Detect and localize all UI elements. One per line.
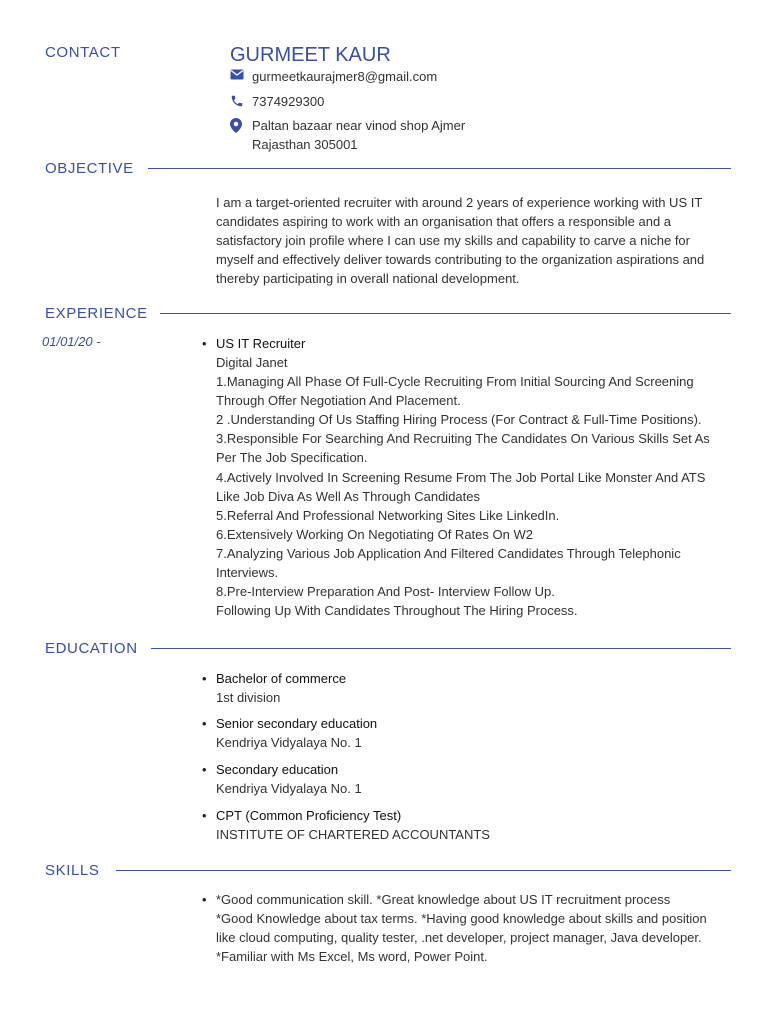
duty-line: 1.Managing All Phase Of Full-Cycle Recruiting From Initial Sourcing And Screening xyxy=(216,374,694,390)
duty-line: 2 .Understanding Of Us Staffing Hiring Process (For Contract & Full-Time Positions). xyxy=(216,412,702,428)
mail-icon xyxy=(230,67,252,80)
bullet-icon: • xyxy=(202,762,207,777)
bullet-icon: • xyxy=(202,671,207,686)
education-heading: EDUCATION xyxy=(45,640,138,657)
degree-detail: Kendriya Vidyalaya No. 1 xyxy=(216,781,362,796)
contact-heading: CONTACT xyxy=(45,44,121,61)
bullet-icon: • xyxy=(202,808,207,823)
duty-line: 5.Referral And Professional Networking Sites Like LinkedIn. xyxy=(216,507,560,523)
degree-title: Bachelor of commerce xyxy=(216,671,347,686)
contact-address-row xyxy=(230,116,465,154)
duty-line: 7.Analyzing Various Job Application And Filtered Candidates Through Telephonic xyxy=(216,545,681,561)
objective-divider xyxy=(148,168,731,169)
education-item xyxy=(202,806,736,844)
duty-line: Following Up With Candidates Throughout The Hiring Process. xyxy=(216,603,578,619)
duty-line: Through Offer Negotiation And Placement. xyxy=(216,393,461,409)
skills-line: *Familiar with Ms Excel, Ms word, Power Point. xyxy=(216,949,488,965)
duty-line: 3.Responsible For Searching And Recruiting The Candidates On Various Skills Set As xyxy=(216,431,710,447)
address-line-2: Rajasthan 305001 xyxy=(252,137,358,152)
duty-line: Per The Job Specification. xyxy=(216,450,368,466)
company-name: Digital Janet xyxy=(216,355,288,370)
objective-line: satisfactory join profile where I can use my skills and capability to carve a niche for xyxy=(216,233,690,249)
candidate-name: GURMEET KAUR xyxy=(230,44,391,66)
skills-line: *Good Knowledge about tax terms. *Having good knowledge about skills and position xyxy=(216,911,707,927)
skills-line: *Good communication skill. *Great knowledge about US IT recruitment process xyxy=(216,892,671,907)
degree-detail: Kendriya Vidyalaya No. 1 xyxy=(216,735,362,750)
education-divider xyxy=(151,648,731,649)
duty-line: Interviews. xyxy=(216,565,279,581)
objective-heading: OBJECTIVE xyxy=(45,160,134,177)
email-address[interactable]: gurmeetkaurajmer8@gmail.com xyxy=(252,69,438,84)
skills-text xyxy=(202,890,746,966)
degree-title: Senior secondary education xyxy=(216,716,378,731)
degree-detail: INSTITUTE OF CHARTERED ACCOUNTANTS xyxy=(216,827,490,842)
objective-line: I am a target-oriented recruiter with around 2 years of experience working with US IT xyxy=(216,195,703,210)
objective-line: thereby participating in overall national development. xyxy=(216,271,520,287)
objective-line: candidates aspiring to work with an organisation that offers a responsible and a xyxy=(216,214,672,230)
experience-heading: EXPERIENCE xyxy=(45,305,148,322)
bullet-icon: • xyxy=(202,892,207,907)
address xyxy=(252,116,465,154)
objective-line: myself and effectively deliver towards contributing to the organization aspirations and xyxy=(216,252,705,268)
contact-phone-row xyxy=(230,92,324,111)
contact-email-row xyxy=(230,67,437,86)
degree-detail: 1st division xyxy=(216,690,281,705)
skills-heading: SKILLS xyxy=(45,862,100,879)
degree-title: Secondary education xyxy=(216,762,339,777)
phone-number[interactable]: 7374929300 xyxy=(252,94,325,109)
phone-icon xyxy=(230,92,252,108)
education-item xyxy=(202,669,736,707)
experience-entry xyxy=(202,334,736,620)
address-line-1: Paltan bazaar near vinod shop Ajmer xyxy=(252,118,466,133)
duty-line: 6.Extensively Working On Negotiating Of Rates On W2 xyxy=(216,526,533,542)
duty-line: 8.Pre-Interview Preparation And Post- Interview Follow Up. xyxy=(216,584,555,600)
experience-divider xyxy=(160,313,731,314)
experience-date: 01/01/20 - xyxy=(42,334,101,349)
skills-divider xyxy=(116,870,731,871)
duty-line: Like Job Diva As Well As Through Candidates xyxy=(216,488,480,504)
education-item xyxy=(202,760,736,798)
duty-line: 4.Actively Involved In Screening Resume From The Job Portal Like Monster And ATS xyxy=(216,469,706,485)
job-title: US IT Recruiter xyxy=(216,336,306,351)
location-pin-icon xyxy=(230,116,252,133)
education-item xyxy=(202,714,736,752)
degree-title: CPT (Common Proficiency Test) xyxy=(216,808,402,823)
objective-text xyxy=(216,193,736,288)
bullet-icon: • xyxy=(202,336,207,351)
bullet-icon: • xyxy=(202,716,207,731)
skills-line: like cloud computing, quality tester, .net developer, project manager, Java developer. xyxy=(216,930,702,946)
